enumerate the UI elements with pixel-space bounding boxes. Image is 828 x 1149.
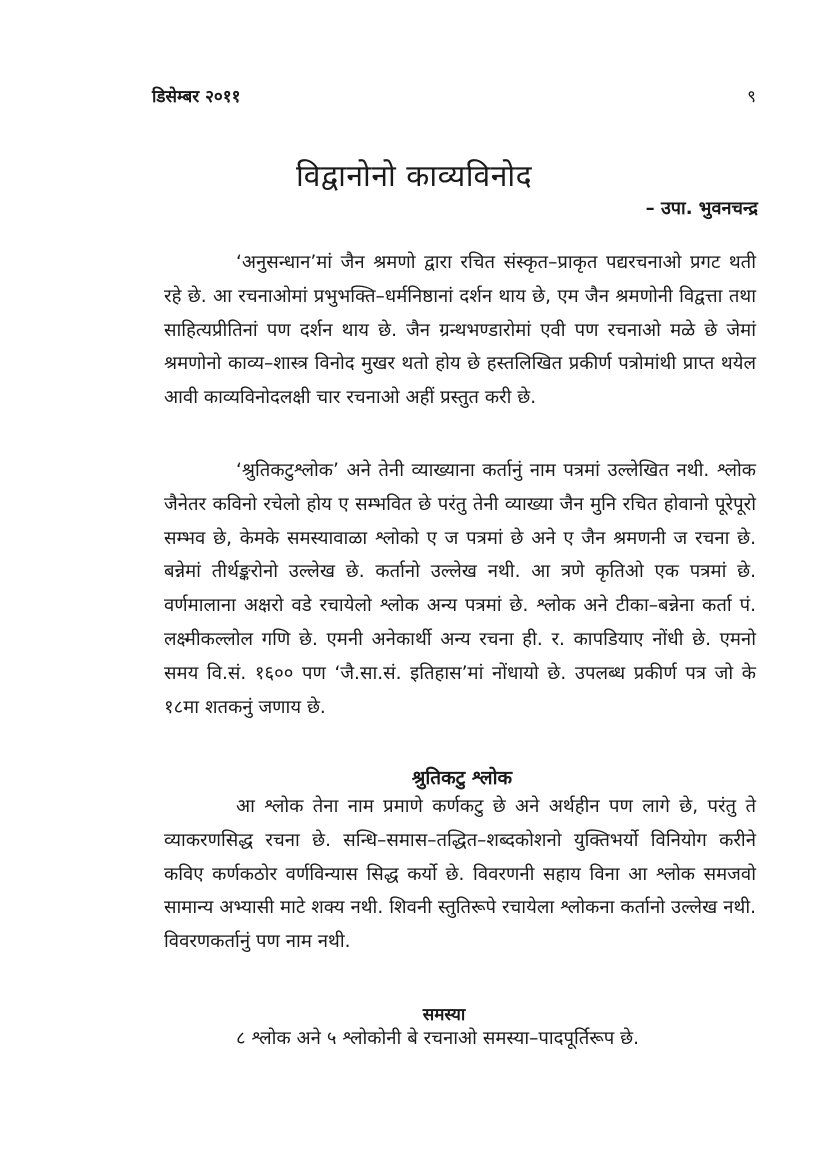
manuscript-section [164,454,756,724]
page-number: ९ [747,87,756,107]
paragraph-intro: ‘अनुसन्धान’मां जैन श्रमणो द्वारा रचित संस्कृत–प्राकृत पद्यरचनाओ प्रगट थती रहे छे. आ रचनाओमां प्रभुभक्ति–धर्मनिष्ठानां दर्शन थाय छे, एम जैन श्रमणोनी विद्वत्ता तथा साहित्यप्रीतिनां पण दर्शन थाय छे. जैन ग्रन्थभण्डारोमां एवी पण रचनाओ मळे छे जेमां श्रमणोनो काव्य–शास्त्र विनोद मुखर थतो होय छे हस्तलिखित प्रकीर्ण पत्रोमांथी प्राप्त थयेल आवी काव्यविनोदलक्षी चार रचनाओ अहीं प्रस्तुत करी छे. [164,252,756,409]
running-header [152,84,758,107]
issue-date: डिसेम्बर २०११ [152,87,241,107]
shrutikatu-section [164,790,756,959]
samasya-section [164,1022,756,1056]
paragraph-samasya: ८ श्लोक अने ५ श्लोकोनी बे रचनाओ समस्या–पादपूर्तिरूप छे. [236,1028,639,1049]
subheading-shrutikatu-shlok: श्रुतिकटु श्लोक [411,766,513,789]
article-title: विद्वानोनो काव्यविनोद [295,159,533,195]
intro-section [164,246,756,415]
paragraph-shrutikatu: आ श्लोक तेना नाम प्रमाणे कर्णकटु छे अने अर्थहीन पण लागे छे, परंतु ते व्याकरणसिद्ध रचना छे. सन्धि–समास–तद्धित–शब्दकोशनो युक्तिभर्यो विनियोग करीने कविए कर्णकठोर वर्णविन्यास सिद्ध कर्यो छे. विवरणनी सहाय विना आ श्लोक समजवो सामान्य अभ्यासी माटे शक्य नथी. शिवनी स्तुतिरूपे रचायेला श्लोकना कर्तानो उल्लेख नथी. विवरणकर्तानुं पण नाम नथी. [164,796,756,953]
article-author: – उपा. भुवनचन्द्र [645,198,758,219]
paragraph-manuscript-notes: ‘श्रुतिकटुश्लोक’ अने तेनी व्याख्याना कर्तानुं नाम पत्रमां उल्लेखित नथी. श्लोक जैनेतर कविनो रचेलो होय ए सम्भवित छे परंतु तेनी व्याख्या जैन मुनि रचित होवानो पूरेपूरो सम्भव छे, केमके समस्यावाळा श्लोको ए ज पत्रमां छे अने ए जैन श्रमणनी ज रचना छे. बन्नेमां तीर्थङ्करोनो उल्लेख छे. कर्तानो उल्लेख नथी. आ त्रणे कृतिओ एक पत्रमां छे. वर्णमालाना अक्षरो वडे रचायेलो श्लोक अन्य पत्रमां छे. श्लोक अने टीका–बन्नेना कर्ता पं. लक्ष्मीकल्लोल गणि छे. एमनी अनेकार्थी अन्य रचना ही. र. कापडियाए नोंधी छे. एमनो समय वि.सं. १६०० पण ‘जै.सा.सं. इतिहास’मां नोंधायो छे. उपलब्ध प्रकीर्ण पत्र जो के १८मा शतकनुं जणाय छे. [164,460,756,718]
subheading-samasya: समस्या [422,1005,466,1026]
